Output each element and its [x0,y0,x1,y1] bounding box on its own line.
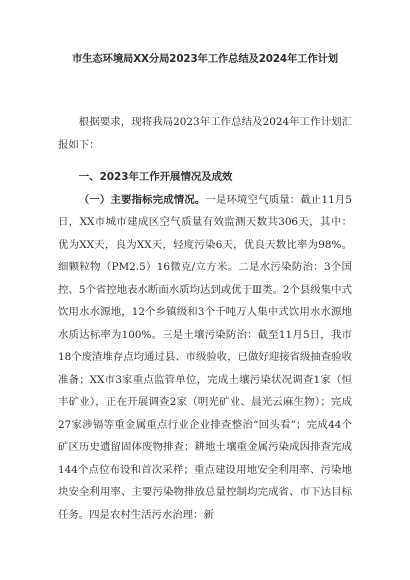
body-paragraph [58,189,352,527]
subsection-heading: （一）主要指标完成情况。 [78,193,206,206]
body-text: 一是环境空气质量：截止11月5日，XX市城市建成区空气质量有效监测天数共306天，其中：优为XX天，良为XX天，轻度污染6天，优良天数比率为98%。细颗粒物（PM2.5）16微克/立方米。二是水污染防治：3个国控、5个省控地表水断面水质均达到或优于Ⅲ类。2个县级集中式饮用水水源地，12个乡镇级和3个千吨万人集中式饮用水水源地水质达标率为100%。三是土壤污染防治：截至11月5日，我市18个废渣堆存点均通过县、市级验收，已做好迎接省级抽查验收准备；XX市3家重点监管单位，完成土壤污染状况调查1家（恒丰矿业），正在开展调查2家（明光矿业、晨光云麻生物）；完成27家涉镉等重金属重点行业企业排查整治“回头看”；完成44个矿区历史遗留固体废物排查；耕地土壤重金属污染成因排查完成144个点位布设和首次采样；重点建设用地安全利用率、污染地块安全利用率、主要污染物排放总量控制均完成省、市下达目标任务。四是农村生活污水治理：新 [58,193,352,521]
document-title: 市生态环境局XX分局2023年工作总结及2024年工作计划 [72,53,338,65]
section-heading: 一、2023年工作开展情况及成效 [78,171,233,184]
intro-paragraph: 根据要求，现将我局2023年工作总结及2024年工作计划汇报如下： [58,116,352,151]
